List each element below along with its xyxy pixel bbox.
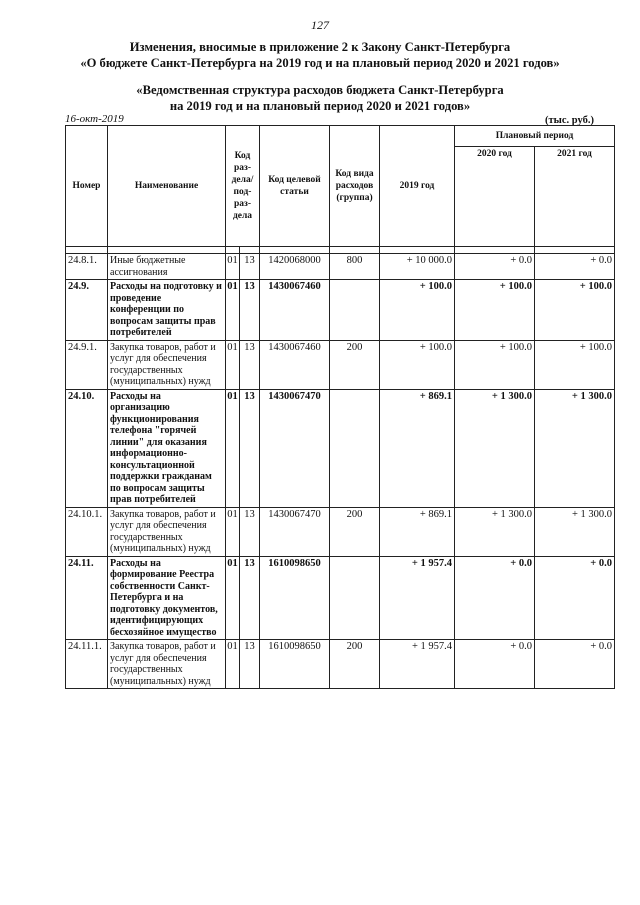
row-number: 24.9. <box>66 280 108 341</box>
page-number: 127 <box>311 18 329 32</box>
row-amount-2021: + 1 300.0 <box>535 389 615 507</box>
row-target-code: 1430067460 <box>260 340 330 389</box>
header-2021: 2021 год <box>535 147 615 247</box>
row-amount-2021: + 0.0 <box>535 640 615 689</box>
row-name: Закупка товаров, работ и услуг для обеспечения государственных (муниципальных) нужд <box>108 507 226 556</box>
row-section: 01 <box>226 254 240 280</box>
row-amount-2019: + 100.0 <box>380 280 455 341</box>
table-row <box>66 254 615 280</box>
row-amount-2020: + 0.0 <box>455 640 535 689</box>
title-line-1: Изменения, вносимые в приложение 2 к Закону Санкт-Петербурга <box>129 40 511 54</box>
table-row <box>66 640 615 689</box>
header-number: Номер <box>66 126 108 247</box>
row-amount-2019: + 869.1 <box>380 507 455 556</box>
row-expense-type <box>330 280 380 341</box>
row-section: 01 <box>226 280 240 341</box>
row-expense-type: 800 <box>330 254 380 280</box>
row-number: 24.10. <box>66 389 108 507</box>
row-name: Иные бюджетные ассигнования <box>108 254 226 280</box>
row-amount-2019: + 1 957.4 <box>380 640 455 689</box>
row-name: Расходы на организацию функционирования телефона "горячей линии" для оказания информационно-консультационной поддержки гражданам по вопросам защиты прав потребителей <box>108 389 226 507</box>
row-target-code: 1610098650 <box>260 556 330 640</box>
row-amount-2019: + 869.1 <box>380 389 455 507</box>
row-amount-2019: + 10 000.0 <box>380 254 455 280</box>
row-subsection: 13 <box>240 280 260 341</box>
row-subsection: 13 <box>240 389 260 507</box>
subtitle-line-2: на 2019 год и на плановый период 2020 и 2021 годов» <box>169 99 471 113</box>
row-amount-2019: + 1 957.4 <box>380 556 455 640</box>
row-subsection: 13 <box>240 340 260 389</box>
row-amount-2021: + 0.0 <box>535 254 615 280</box>
row-expense-type <box>330 556 380 640</box>
header-2019: 2019 год <box>380 126 455 247</box>
row-name: Закупка товаров, работ и услуг для обеспечения государственных (муниципальных) нужд <box>108 340 226 389</box>
budget-table <box>65 125 615 689</box>
row-amount-2020: + 100.0 <box>455 340 535 389</box>
table-row <box>66 507 615 556</box>
row-subsection: 13 <box>240 507 260 556</box>
row-amount-2021: + 1 300.0 <box>535 507 615 556</box>
header-expense-type: Код вида расходов (группа) <box>330 126 380 247</box>
row-amount-2021: + 0.0 <box>535 556 615 640</box>
row-amount-2020: + 0.0 <box>455 556 535 640</box>
row-expense-type <box>330 389 380 507</box>
header-name: Наименование <box>108 126 226 247</box>
row-number: 24.10.1. <box>66 507 108 556</box>
row-number: 24.11.1. <box>66 640 108 689</box>
header-target-code: Код целевой статьи <box>260 126 330 247</box>
header-planned-period: Плановый период <box>455 126 615 147</box>
row-amount-2021: + 100.0 <box>535 340 615 389</box>
row-section: 01 <box>226 507 240 556</box>
row-subsection: 13 <box>240 640 260 689</box>
row-section: 01 <box>226 389 240 507</box>
row-target-code: 1610098650 <box>260 640 330 689</box>
row-number: 24.8.1. <box>66 254 108 280</box>
table-title <box>40 82 600 114</box>
row-amount-2020: + 0.0 <box>455 254 535 280</box>
table-row <box>66 556 615 640</box>
row-subsection: 13 <box>240 254 260 280</box>
units-label: (тыс. руб.) <box>545 115 594 126</box>
row-expense-type: 200 <box>330 507 380 556</box>
row-target-code: 1420068000 <box>260 254 330 280</box>
row-name: Закупка товаров, работ и услуг для обеспечения государственных (муниципальных) нужд <box>108 640 226 689</box>
subtitle-line-1: «Ведомственная структура расходов бюджета Санкт-Петербурга <box>136 83 504 97</box>
row-amount-2020: + 100.0 <box>455 280 535 341</box>
row-expense-type: 200 <box>330 340 380 389</box>
row-number: 24.9.1. <box>66 340 108 389</box>
table-row <box>66 280 615 341</box>
row-section: 01 <box>226 340 240 389</box>
row-target-code: 1430067460 <box>260 280 330 341</box>
row-amount-2021: + 100.0 <box>535 280 615 341</box>
row-target-code: 1430067470 <box>260 507 330 556</box>
row-name: Расходы на формирование Реестра собственности Санкт-Петербурга и на подготовку документов, идентифицирующих бесхозяйное имущество <box>108 556 226 640</box>
header-section-code: Код раз- дела/ под- раз- дела <box>226 126 260 247</box>
row-subsection: 13 <box>240 556 260 640</box>
row-number: 24.11. <box>66 556 108 640</box>
row-amount-2020: + 1 300.0 <box>455 389 535 507</box>
row-amount-2019: + 100.0 <box>380 340 455 389</box>
document-date: 16-окт-2019 <box>65 113 124 125</box>
table-row <box>66 389 615 507</box>
row-amount-2020: + 1 300.0 <box>455 507 535 556</box>
row-name: Расходы на подготовку и проведение конференции по вопросам защиты прав потребителей <box>108 280 226 341</box>
table-row <box>66 340 615 389</box>
header-2020: 2020 год <box>455 147 535 247</box>
row-target-code: 1430067470 <box>260 389 330 507</box>
title-line-2: «О бюджете Санкт-Петербурга на 2019 год и на плановый период 2020 и 2021 годов» <box>80 56 560 70</box>
row-section: 01 <box>226 556 240 640</box>
row-expense-type: 200 <box>330 640 380 689</box>
document-title <box>40 39 600 71</box>
row-section: 01 <box>226 640 240 689</box>
